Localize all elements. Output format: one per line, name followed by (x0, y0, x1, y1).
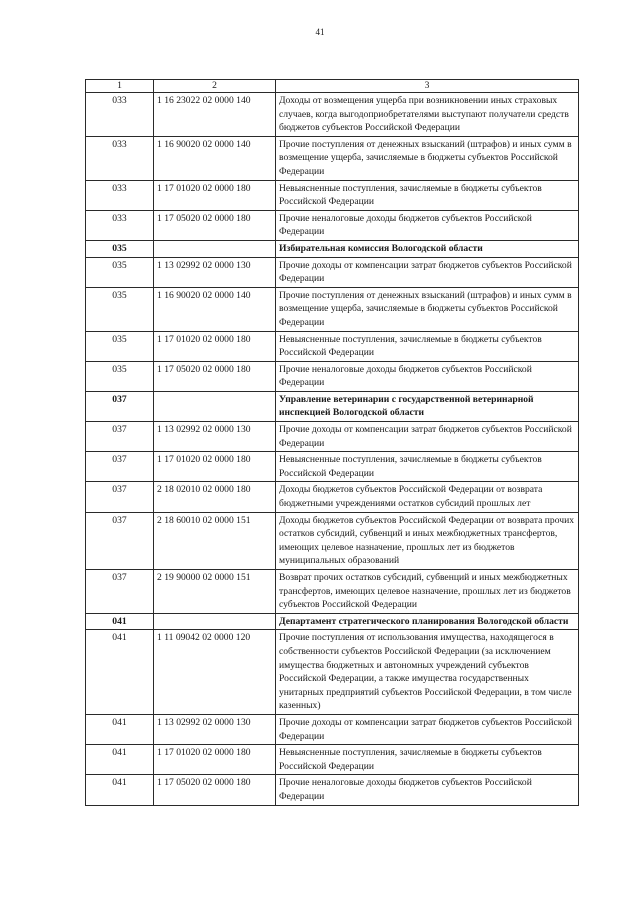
column-header-1: 1 (86, 80, 154, 93)
table-row (86, 93, 579, 137)
revenue-code-cell: 2 18 02010 02 0000 180 (154, 482, 276, 512)
revenue-code-cell: 2 18 60010 02 0000 151 (154, 512, 276, 569)
table-row (86, 210, 579, 240)
admin-code-cell: 037 (86, 452, 154, 482)
admin-code-cell: 037 (86, 391, 154, 421)
revenue-name-cell: Доходы бюджетов субъектов Российской Федерации от возврата прочих остатков субсидий, субвенций и иных межбюджетных трансфертов, имеющих целевое назначение, прошлых лет из бюджетов муниципальных образований (276, 512, 579, 569)
revenue-name-cell: Прочие доходы от компенсации затрат бюджетов субъектов Российской Федерации (276, 257, 579, 287)
column-header-3: 3 (276, 80, 579, 93)
revenue-code-cell: 1 17 01020 02 0000 180 (154, 745, 276, 775)
revenue-code-cell (154, 240, 276, 257)
revenue-name-cell: Прочие неналоговые доходы бюджетов субъектов Российской Федерации (276, 361, 579, 391)
revenue-code-cell (154, 613, 276, 630)
admin-code-cell: 035 (86, 361, 154, 391)
revenue-code-cell: 1 13 02992 02 0000 130 (154, 422, 276, 452)
admin-code-cell: 037 (86, 512, 154, 569)
table-row (86, 452, 579, 482)
table-header-row (86, 80, 579, 93)
revenue-code-cell: 1 17 05020 02 0000 180 (154, 775, 276, 805)
revenue-name-cell: Возврат прочих остатков субсидий, субвенций и иных межбюджетных трансфертов, имеющих целевое назначение, прошлых лет из бюджетов субъектов Российской Федерации (276, 570, 579, 614)
admin-code-cell: 035 (86, 257, 154, 287)
revenue-name-cell: Управление ветеринарии с государственной ветеринарной инспекцией Вологодской области (276, 391, 579, 421)
revenue-code-cell (154, 391, 276, 421)
table-row (86, 180, 579, 210)
admin-code-cell: 037 (86, 482, 154, 512)
admin-code-cell: 035 (86, 287, 154, 331)
revenue-name-cell: Доходы от возмещения ущерба при возникновении иных страховых случаев, когда выгодоприобретателями выступают получатели средств бюджетов субъектов Российской Федерации (276, 93, 579, 137)
table-row (86, 745, 579, 775)
revenue-codes-table (85, 79, 579, 806)
revenue-name-cell: Прочие поступления от использования имущества, находящегося в собственности субъектов Российской Федерации (за исключением имущества бюджетных и автономных учреждений субъектов Российской Федерации, а также имущества государственных унитарных предприятий субъектов Российской Федерации, в том числе казенных) (276, 630, 579, 715)
revenue-name-cell: Прочие неналоговые доходы бюджетов субъектов Российской Федерации (276, 775, 579, 805)
admin-code-cell: 033 (86, 136, 154, 180)
table-row (86, 512, 579, 569)
revenue-name-cell: Доходы бюджетов субъектов Российской Федерации от возврата бюджетными учреждениями остатков субсидий прошлых лет (276, 482, 579, 512)
department-row (86, 391, 579, 421)
admin-code-cell: 041 (86, 613, 154, 630)
table-row (86, 422, 579, 452)
department-row (86, 613, 579, 630)
revenue-name-cell: Прочие неналоговые доходы бюджетов субъектов Российской Федерации (276, 210, 579, 240)
revenue-name-cell: Избирательная комиссия Вологодской области (276, 240, 579, 257)
table-body (86, 93, 579, 806)
revenue-code-cell: 1 16 90020 02 0000 140 (154, 287, 276, 331)
revenue-code-cell: 1 17 05020 02 0000 180 (154, 210, 276, 240)
revenue-name-cell: Прочие поступления от денежных взысканий (штрафов) и иных сумм в возмещение ущерба, зачисляемые в бюджеты субъектов Российской Федерации (276, 136, 579, 180)
table-row (86, 775, 579, 805)
revenue-name-cell: Невыясненные поступления, зачисляемые в бюджеты субъектов Российской Федерации (276, 452, 579, 482)
admin-code-cell: 041 (86, 745, 154, 775)
admin-code-cell: 033 (86, 210, 154, 240)
revenue-code-cell: 1 11 09042 02 0000 120 (154, 630, 276, 715)
revenue-name-cell: Прочие поступления от денежных взысканий (штрафов) и иных сумм в возмещение ущерба, зачисляемые в бюджеты субъектов Российской Федерации (276, 287, 579, 331)
revenue-code-cell: 2 19 90000 02 0000 151 (154, 570, 276, 614)
admin-code-cell: 037 (86, 422, 154, 452)
revenue-name-cell: Невыясненные поступления, зачисляемые в бюджеты субъектов Российской Федерации (276, 745, 579, 775)
table-row (86, 714, 579, 744)
revenue-code-cell: 1 16 90020 02 0000 140 (154, 136, 276, 180)
table-row (86, 257, 579, 287)
revenue-code-cell: 1 17 05020 02 0000 180 (154, 361, 276, 391)
revenue-code-cell: 1 17 01020 02 0000 180 (154, 452, 276, 482)
revenue-code-cell: 1 13 02992 02 0000 130 (154, 714, 276, 744)
table-row (86, 136, 579, 180)
department-row (86, 240, 579, 257)
table-row (86, 287, 579, 331)
admin-code-cell: 041 (86, 714, 154, 744)
revenue-code-cell: 1 13 02992 02 0000 130 (154, 257, 276, 287)
page-number: 41 (315, 27, 325, 37)
revenue-code-cell: 1 16 23022 02 0000 140 (154, 93, 276, 137)
admin-code-cell: 037 (86, 570, 154, 614)
column-header-2: 2 (154, 80, 276, 93)
admin-code-cell: 041 (86, 775, 154, 805)
admin-code-cell: 035 (86, 331, 154, 361)
table-row (86, 361, 579, 391)
revenue-code-cell: 1 17 01020 02 0000 180 (154, 180, 276, 210)
revenue-name-cell: Невыясненные поступления, зачисляемые в бюджеты субъектов Российской Федерации (276, 331, 579, 361)
table-row (86, 482, 579, 512)
revenue-name-cell: Прочие доходы от компенсации затрат бюджетов субъектов Российской Федерации (276, 422, 579, 452)
table-row (86, 570, 579, 614)
revenue-code-cell: 1 17 01020 02 0000 180 (154, 331, 276, 361)
admin-code-cell: 033 (86, 93, 154, 137)
revenue-name-cell: Невыясненные поступления, зачисляемые в бюджеты субъектов Российской Федерации (276, 180, 579, 210)
admin-code-cell: 033 (86, 180, 154, 210)
revenue-name-cell: Прочие доходы от компенсации затрат бюджетов субъектов Российской Федерации (276, 714, 579, 744)
table-row (86, 630, 579, 715)
table-row (86, 331, 579, 361)
revenue-name-cell: Департамент стратегического планирования Вологодской области (276, 613, 579, 630)
admin-code-cell: 041 (86, 630, 154, 715)
admin-code-cell: 035 (86, 240, 154, 257)
